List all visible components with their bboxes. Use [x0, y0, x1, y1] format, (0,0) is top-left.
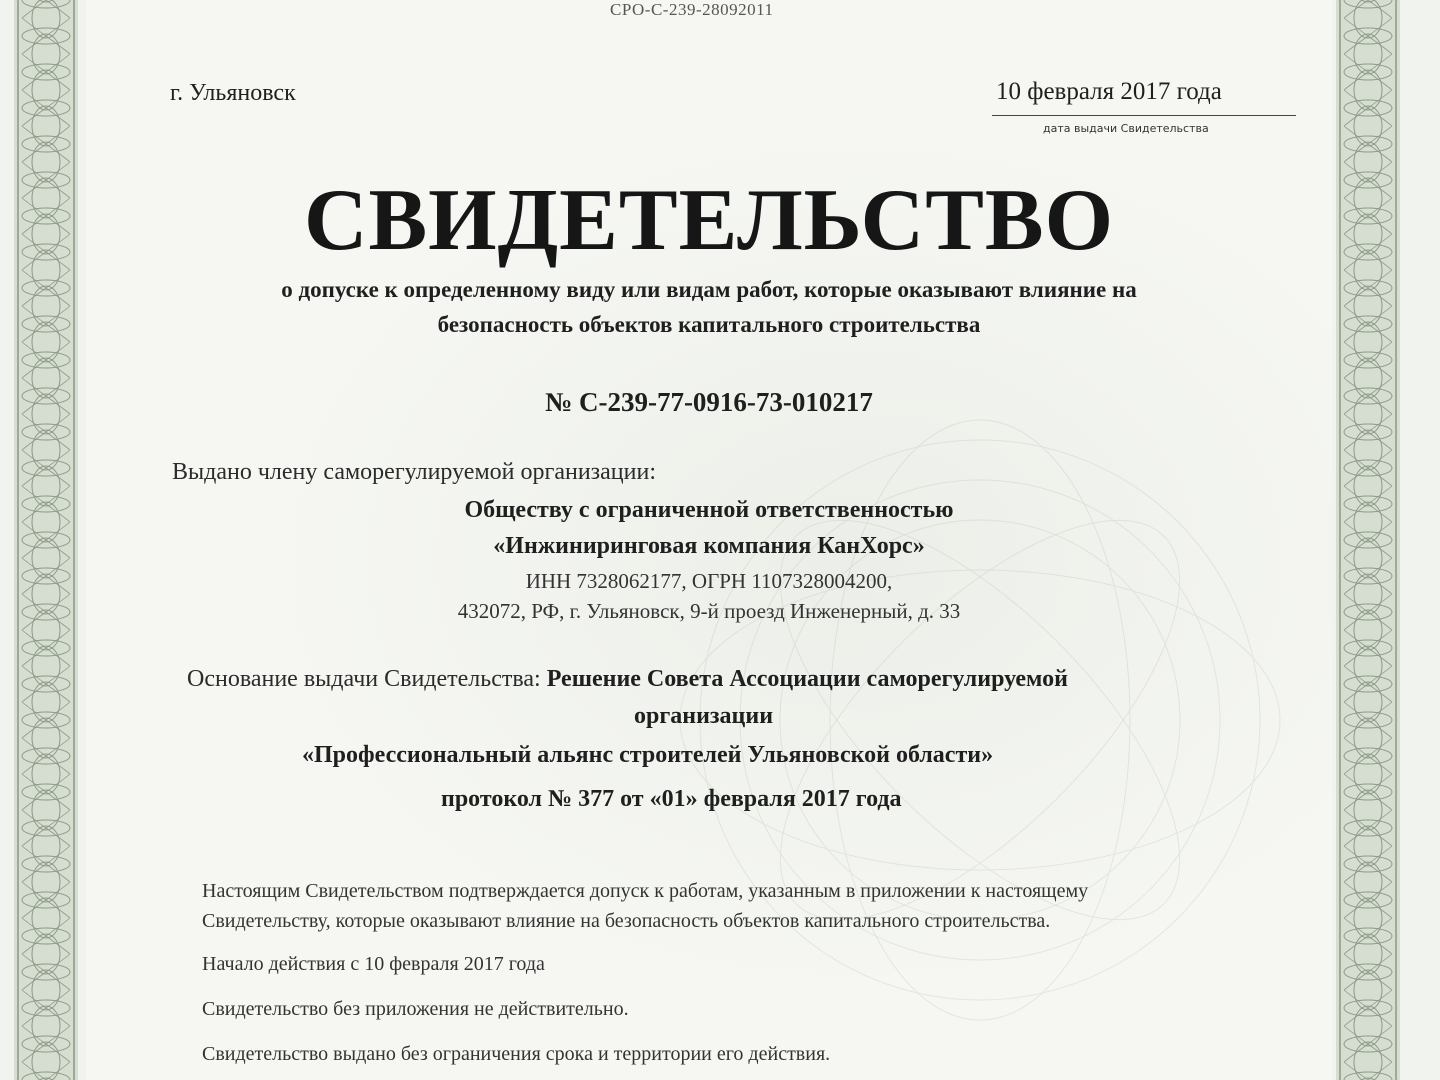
issued-to-label: Выдано члену саморегулируемой организации: — [172, 459, 656, 485]
registry-number: СРО-С-239-28092011 — [610, 0, 774, 19]
organization-requisites: ИНН 7328062177, ОГРН 1107328004200, — [525, 569, 893, 593]
validity-start: Начало действия с 10 февраля 2017 года — [202, 953, 545, 975]
basis-line-1 — [187, 666, 1068, 693]
body-paragraph-1-line-1: Настоящим Свидетельством подтверждается допуск к работам, указанным в приложении к настоящему — [202, 880, 1089, 902]
basis-label: Основание выдачи Свидетельства: — [187, 666, 541, 692]
basis-line-2: организации — [634, 703, 774, 729]
organization-name-line-1: Обществу с ограниченной ответственностью — [464, 497, 954, 523]
issue-date: 10 февраля 2017 года — [996, 78, 1222, 105]
certificate-subtitle-line-1: о допуске к определенному виду или видам работ, которые оказывают влияние на — [281, 277, 1137, 302]
ornamental-border-right — [1336, 0, 1400, 1080]
organization-address: 432072, РФ, г. Ульяновск, 9-й проезд Инженерный, д. 33 — [457, 599, 961, 623]
issue-date-underline — [992, 115, 1296, 116]
annex-requirement: Свидетельство без приложения не действительно. — [202, 998, 629, 1020]
issue-city: г. Ульяновск — [170, 80, 296, 106]
body-paragraph-1-line-2: Свидетельству, которые оказывают влияние на безопасность объектов капитального строительства. — [202, 910, 1051, 932]
organization-name-line-2: «Инжиниринговая компания КанХорс» — [493, 533, 925, 559]
basis-decision: Решение Совета Ассоциации саморегулируемой — [546, 666, 1068, 692]
ornamental-border-left — [14, 0, 78, 1080]
issue-date-caption: дата выдачи Свидетельства — [1043, 122, 1209, 135]
basis-line-3: «Профессиональный альянс строителей Ульяновской области» — [302, 742, 994, 768]
validity-scope: Свидетельство выдано без ограничения срока и территории его действия. — [202, 1043, 831, 1065]
certificate-title: СВИДЕТЕЛЬСТВО — [303, 172, 1115, 269]
certificate-number: № С-239-77-0916-73-010217 — [545, 387, 873, 417]
basis-protocol: протокол № 377 от «01» февраля 2017 года — [441, 786, 902, 812]
certificate-subtitle-line-2: безопасность объектов капитального строительства — [437, 312, 981, 337]
